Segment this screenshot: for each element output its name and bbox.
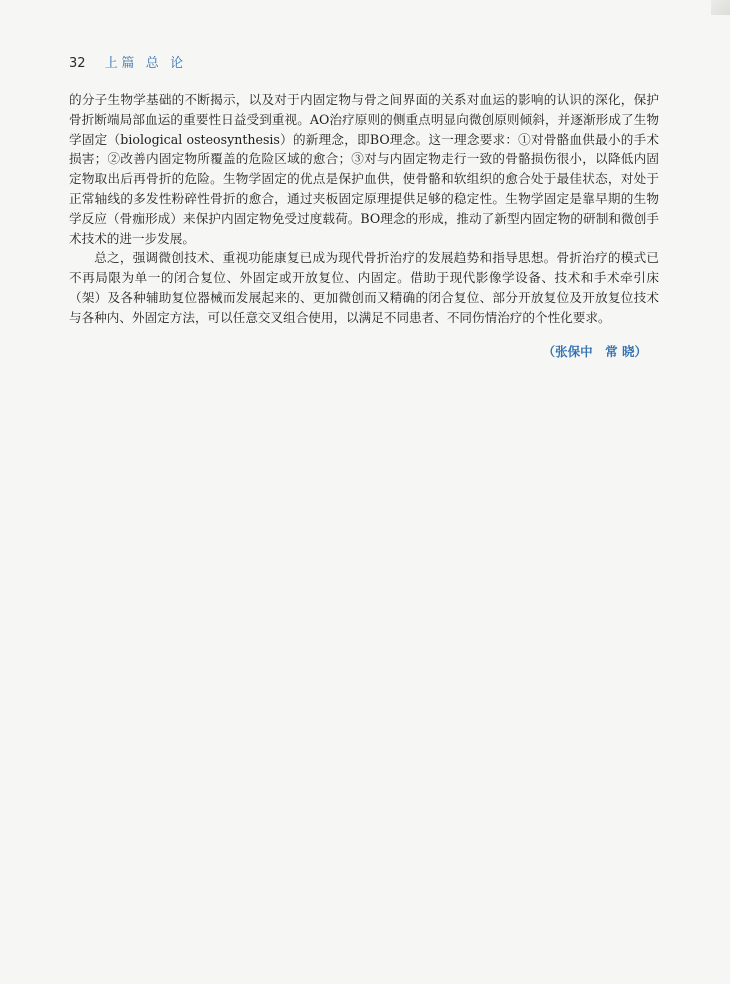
paragraph-conclusion: 总之，强调微创技术、重视功能康复已成为现代骨折治疗的发展趋势和指导思想。骨折治疗的模式已不再局限为单一的闭合复位、外固定或开放复位、内固定。借助于现代影像学设备、技术和手术牵引床（架）及各种辅助复位器械而发展起来的、更加微创而又精确的闭合复位、部分开放复位及开放复位技术与各种内、外固定方法，可以任意交叉组合使用，以满足不同患者、不同伤情治疗的个性化要求。 xyxy=(69,250,659,325)
running-header xyxy=(69,55,187,73)
section-title: 上篇 总 论 xyxy=(104,56,187,71)
page-corner-mark xyxy=(711,0,730,15)
page-number: 32 xyxy=(69,56,86,71)
body-text xyxy=(69,90,659,328)
author-credit: （张保中 常 晓） xyxy=(542,344,647,359)
paragraph-continued: 的分子生物学基础的不断揭示，以及对于内固定物与骨之间界面的关系对血运的影响的认识的深化，保护骨折断端局部血运的重要性日益受到重视。AO治疗原则的侧重点明显向微创原则倾斜，并逐渐形成了生物学固定（biological osteosynthesis）的新理念，即BO理念。这一理念要求：①对骨骼血供最小的手术损害；②改善内固定物所覆盖的危险区域的愈合；③对与内固定物走行一致的骨骼损伤很小，以降低内固定物取出后再骨折的危险。生物学固定的优点是保护血供，使骨骼和软组织的愈合处于最佳状态，对处于正常轴线的多发性粉碎性骨折的愈合，通过夹板固定原理提供足够的稳定性。生物学固定是靠早期的生物学反应（骨痂形成）来保护内固定物免受过度载荷。BO理念的形成，推动了新型内固定物的研制和微创手术技术的进一步发展。 xyxy=(69,92,659,246)
